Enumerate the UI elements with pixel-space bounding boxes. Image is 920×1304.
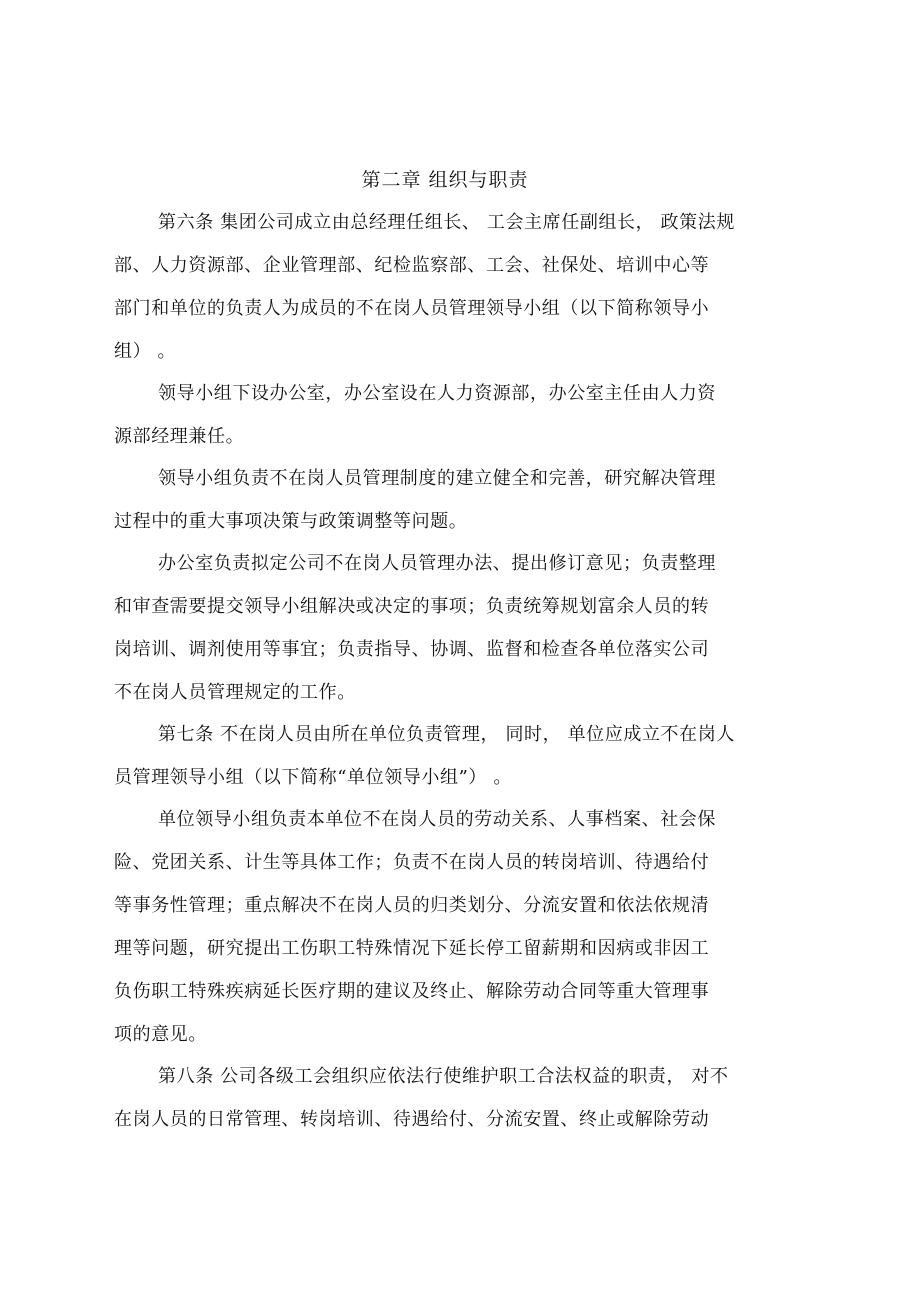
paragraph-line: 和审查需要提交领导小组解决或决定的事项；负责统筹规划富余人员的转 xyxy=(114,596,710,617)
paragraph-line: 第七条 不在岗人员由所在单位负责管理， 同时， 单位应成立不在岗人 xyxy=(158,724,735,745)
paragraph-line: 险、党团关系、计生等具体工作；负责不在岗人员的转岗培训、待遇给付 xyxy=(114,852,710,873)
paragraph-line: 岗培训、调剂使用等事宜；负责指导、协调、监督和检查各单位落实公司 xyxy=(114,639,710,660)
paragraph-line: 不在岗人员管理规定的工作。 xyxy=(114,682,356,703)
paragraph-line: 负伤职工特殊疾病延长医疗期的建议及终止、解除劳动合同等重大管理事 xyxy=(114,981,710,1002)
paragraph-line: 项的意见。 xyxy=(114,1024,207,1045)
paragraph-line: 源部经理兼任。 xyxy=(114,426,245,447)
paragraph-line: 第八条 公司各级工会组织应依法行使维护职工合法权益的职责， 对不 xyxy=(158,1066,729,1087)
paragraph-line: 员管理领导小组（以下简称“单位领导小组”） 。 xyxy=(114,767,512,788)
paragraph-line: 组） 。 xyxy=(114,341,177,362)
chapter-title: 第二章 组织与职责 xyxy=(361,169,529,191)
paragraph-line: 部门和单位的负责人为成员的不在岗人员管理领导小组（以下简称领导小 xyxy=(114,298,710,319)
paragraph-line: 等事务性管理；重点解决不在岗人员的归类划分、分流安置和依法依规清 xyxy=(114,895,710,916)
paragraph-line: 办公室负责拟定公司不在岗人员管理办法、提出修订意见；负责整理 xyxy=(158,553,716,574)
paragraph-line: 部、人力资源部、企业管理部、纪检监察部、工会、社保处、培训中心等 xyxy=(114,255,710,276)
paragraph-line: 领导小组下设办公室，办公室设在人力资源部，办公室主任由人力资 xyxy=(158,383,716,404)
paragraph-line: 理等问题，研究提出工伤职工特殊情况下延长停工留薪期和因病或非因工 xyxy=(114,938,710,959)
paragraph-line: 在岗人员的日常管理、转岗培训、待遇给付、分流安置、终止或解除劳动 xyxy=(114,1109,710,1130)
paragraph-line: 领导小组负责不在岗人员管理制度的建立健全和完善，研究解决管理 xyxy=(158,468,716,489)
paragraph-line: 第六条 集团公司成立由总经理任组长、 工会主席任副组长， 政策法规 xyxy=(158,212,735,233)
paragraph-line: 过程中的重大事项决策与政策调整等问题。 xyxy=(114,511,468,532)
paragraph-line: 单位领导小组负责本单位不在岗人员的劳动关系、人事档案、社会保 xyxy=(158,809,716,830)
